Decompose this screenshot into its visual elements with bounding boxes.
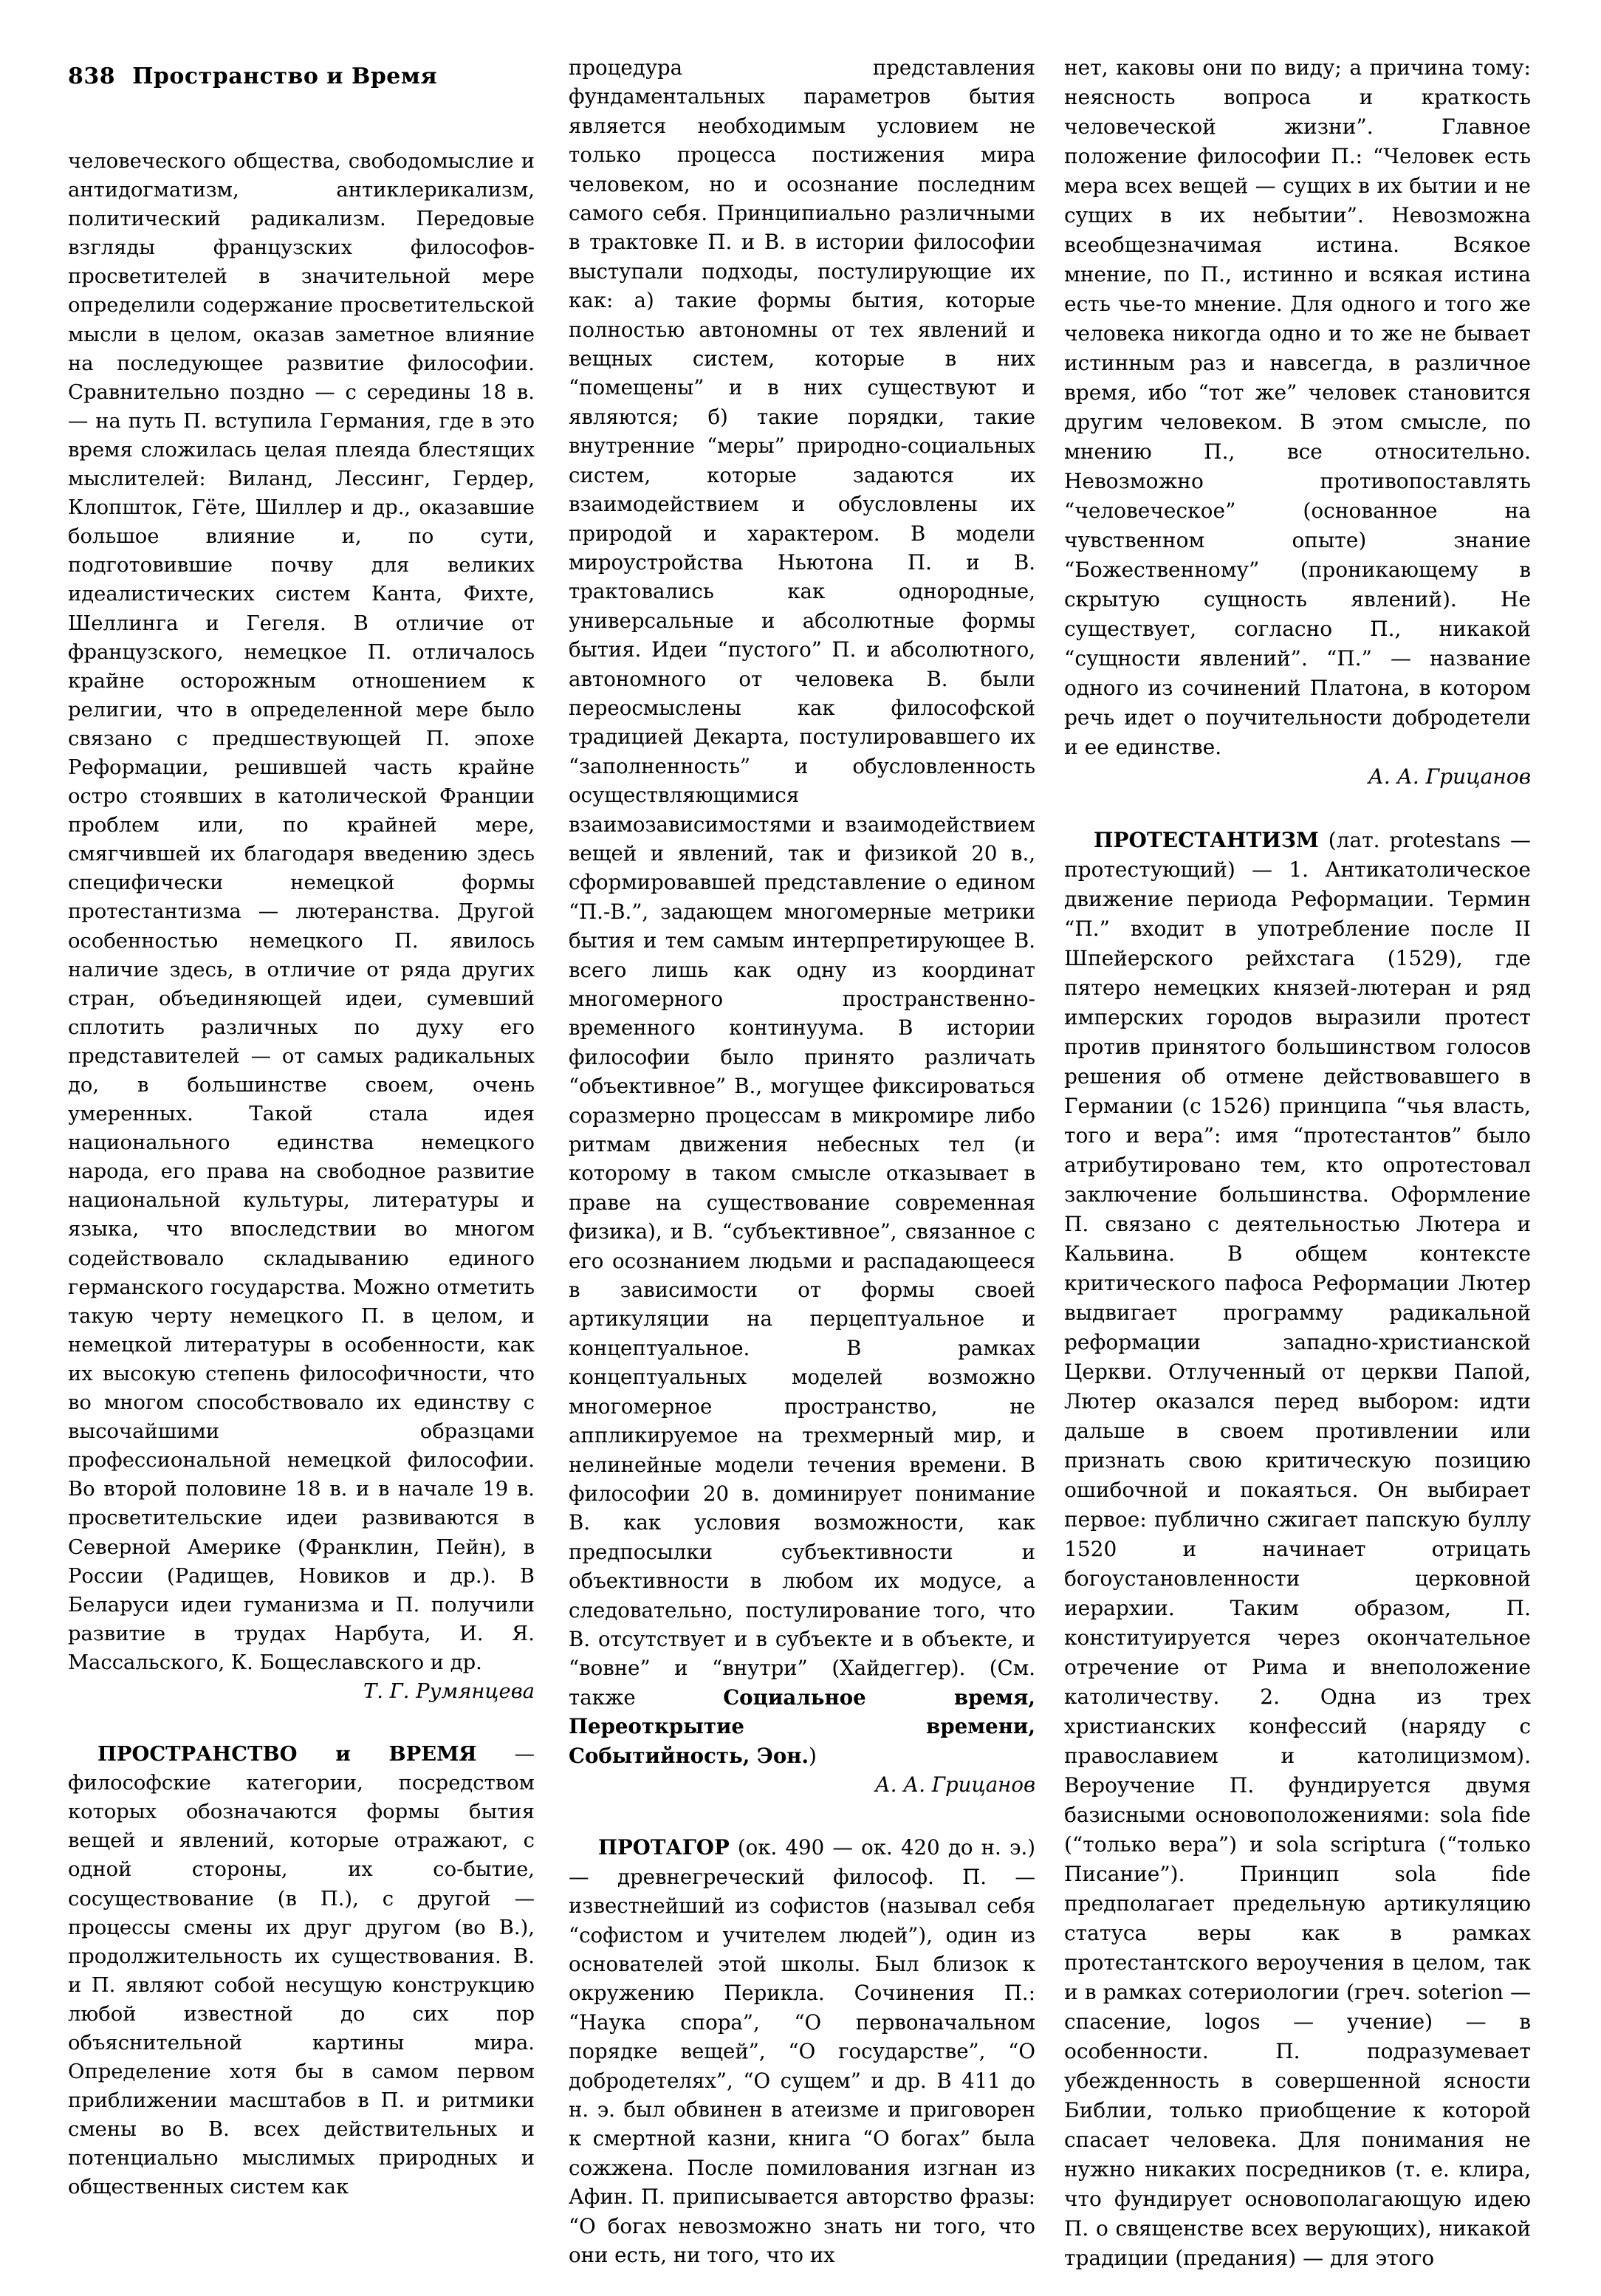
text-paragraph: человеческого общества, свободомыслие и антидогматизм, антиклерикализм, политический радикализм. Передовые взгляды французских философов-просветителей в значительной мере определили содержание просветительской мысли в целом, оказав заметное влияние на последующее развитие философии. Сравнительно поздно — с середины 18 в. — на путь П. вступила Германия, где в это время сложилась целая плеяда блестящих мыслителей: Виланд, Лессинг, Гердер, Клопшток, Гёте, Шиллер и др., оказавшие большое влияние и, по сути, подготовившие почву для великих идеалистических систем Канта, Фихте, Шеллинга и Гегеля. В отличие от французского, немецкое П. отличалось крайне осторожным отношением к религии, что в определенной мере было связано с предшествующей П. эпохе Реформации, решившей часть крайне остро стоявших в католической Франции проблем или, по крайней мере, смягчившей их благодаря введению здесь специфически немецкой формы протестантизма — лютеранства. Другой особенностью немецкого П. явилось наличие здесь, в отличие от ряда других стран, объединяющей идеи, сумевший сплотить различных по духу его представителей — от самых радикальных до, в большинстве своем, очень умеренных. Такой стала идея национального единства немецкого народа, его права на свободное развитие национальной культуры, литературы и языка, что впоследствии во многом содействовало складыванию единого германского государства. Можно отметить такую черту немецкого П. в целом, и немецкой литературы в особенности, как их высокую степень философичности, что во многом способствовало их единству с высочайшими образцами профессиональной немецкой философии. Во второй половине 18 в. и в начале 19 в. просветительские идеи развиваются в Северной Америке (Франклин, Пейн), в России (Радищев, Новиков и др.). В Беларуси идеи гуманизма и П. получили развитие в трудах Нарбута, И. Я. Массальского, К. Бощеславского и др. bbox=[68, 150, 535, 1674]
article-protestantizm bbox=[1064, 826, 1531, 2273]
text-paragraph: нет, каковы они по виду; а причина тому: неясность вопроса и краткость человеческой жизни”. Главное положение философии П.: “Человек есть мера всех вещей — сущих в их бытии и не сущих в их небытии”. Невозможна всеобщезначимая истина. Всякое мнение, по П., истинно и всякая истина есть чье-то мнение. Для одного и того же человека никогда одно и то же не бывает истинным раз и навсегда, в различное время, ибо “тот же” человек становится другим человеком. В этом смысле, по мнению П., все относительно. Невозможно противопоставлять “человеческое” (основанное на чувственном опыте) знание “Божественному” (проникающему в скрытую сущность явлений). Не существует, согласно П., никакой “сущности явлений”. “П.” — название одного из сочинений Платона, в котором речь идет о поучительности добродетели и ее единстве. bbox=[1064, 55, 1531, 759]
text-paragraph bbox=[569, 53, 1035, 1770]
article-text: процедура представления фундаментальных параметров бытия является необходимым условием не только процесса постижения мира человеком, но и осознание последним самого себя. Принципиально различными в трактовке П. и В. в истории философии выступали подходы, постулирующие их как: а) такие формы бытия, которые полностью автономны от тех явлений и вещных систем, которые в них “помещены” и в них существуют и являются; б) такие порядки, такие внутренние “меры” природно-социальных систем, которые задаются их взаимодействием и обусловлены их природой и характером. В модели мироустройства Ньютона П. и В. трактовались как однородные, универсальные и абсолютные формы бытия. Идеи “пустого” П. и абсолютного, автономного от человека В. были переосмыслены как философской традицией Декарта, постулировавшего их “заполненность” и обусловленность осуществляющимися взаимозависимостями и взаимодействием вещей и явлений, так и физикой 20 в., сформировавшей представление о едином “П.-В.”, задающем многомерные метрики бытия и тем самым интерпретирующее В. всего лишь как одну из координат многомерного пространственно-временного континуума. В истории философии было принято различать “объективное” В., могущее фиксироваться соразмерно процессам в микромире либо ритмам движения небесных тел (и которому в таком смысле отказывает в праве на существование современная физика), и В. “субъективное”, связанное с его осознанием людьми и распадающееся в зависимости от формы своей артикуляции на перцептуальное и концептуальное. В рамках концептуальных моделей возможно многомерное пространство, не аппликируемое на трехмерный мир, и нелинейные модели течения времени. В философии 20 в. доминирует понимание В. как условия возможности, как предпосылки субъективности и объективности в любом их модусе, а следовательно, постулирование того, что В. отсутствует и в субъекте и в объекте, и “вовне” и “внутри” (Хайдеггер). (См. также bbox=[569, 55, 1035, 1710]
headword: ПРОСТРАНСТВО и ВРЕМЯ bbox=[97, 1742, 477, 1766]
article-text: — философские категории, посредством которых обозначаются формы бытия вещей и явлений, которые отражают, с одной стороны, их со-бытие, сосуществование (в П.), с другой — процессы смены их друг другом (во В.), продолжительность их существования. В. и П. являют собой несущую конструкцию любой известной до сих пор объяснительной картины мира. Определение хотя бы в самом первом приближении масштабов в П. и ритмики смены во В. всех действительных и потенциально мыслимых природных и общественных систем как bbox=[68, 1743, 535, 2199]
author-signature: Т. Г. Румянцева bbox=[363, 1679, 535, 1703]
article-protagor bbox=[569, 1833, 1035, 2269]
author-signature: А. А. Грицанов bbox=[1368, 764, 1531, 789]
headword: ПРОТЕСТАНТИЗМ bbox=[1094, 828, 1319, 852]
column-1 bbox=[68, 147, 535, 2202]
article-text-end: ) bbox=[809, 1743, 817, 1768]
page-header bbox=[68, 64, 437, 89]
article-text: (лат. protestans — протестующий) — 1. Антикатолическое движение периода Реформации. Термин “П.” входит в употребление после II Шпейерского рейхстага (1529), где пятеро немецких князей-лютеран и ряд имперских городов выразили протест против принятого большинством голосов решения об отмене действовавшего в Германии (с 1526) принципа “чья власть, того и вера”: имя “протестантов” было атрибутировано тем, кто опротестовал заключение большинства. Оформление П. связано с деятельностью Лютера и Кальвина. В общем контексте критического пафоса Реформации Лютер выдвигает программу радикальной реформации западно-христианской Церкви. Отлученный от церкви Папой, Лютер оказался перед выбором: идти дальше в своем противлении или признать свою критическую позицию ошибочной и покаяться. Он выбирает первое: публично сжигает папскую буллу 1520 и начинает отрицать богоустановленности церковной иерархии. Таким образом, П. конституируется через окончательное отречение от Рима и внеположение католичеству. 2. Одна из трех христианских конфессий (наряду с православием и католицизмом). Вероучение П. фундируется двумя базисными основоположениями: sola fide (“только вера”) и sola scriptura (“только Писание”). Принцип sola fide предполагает предельную артикуляцию статуса веры как в рамках протестантского вероучения в целом, так и в рамках сотериологии (греч. soterion — спасение, logos — учение) — в особенности. П. подразумевает убежденность в совершенной ясности Библии, только приобщение к которой спасает человека. Для понимания не нужно никаких посредников (т. е. клира, что фундирует основополагающую идею П. о священстве всех верующих), никакой традиции (предания) — для этого bbox=[1064, 828, 1531, 2270]
page-number: 838 bbox=[68, 64, 116, 89]
article-text: (ок. 490 — ок. 420 до н. э.) — древнегреческий философ. П. — известнейший из софистов (называл себя “софистом и учителем людей”), один из основателей этой школы. Был близок к окружению Перикла. Сочинения П.: “Наука спора”, “О первоначальном порядке вещей”, “О государстве”, “О добродетелях”, “О сущем” и др. В 411 до н. э. был обвинен в атеизме и приговорен к смертной казни, книга “О богах” была сожжена. После помилования изгнан из Афин. П. приписывается авторство фразы: “О богах невозможно знать ни того, что они есть, ни того, что их bbox=[569, 1835, 1035, 2268]
column-2 bbox=[569, 53, 1035, 2269]
article-prostranstvo-i-vremya bbox=[68, 1740, 535, 2202]
headword: ПРОТАГОР bbox=[598, 1835, 730, 1860]
author-signature: А. А. Грицанов bbox=[874, 1772, 1035, 1797]
column-3 bbox=[1064, 53, 1531, 2273]
cross-reference: Социальное время, Переоткрытие времени, Событийность, Эон. bbox=[569, 1685, 1036, 1768]
running-title: Пространство и Время bbox=[132, 64, 438, 89]
